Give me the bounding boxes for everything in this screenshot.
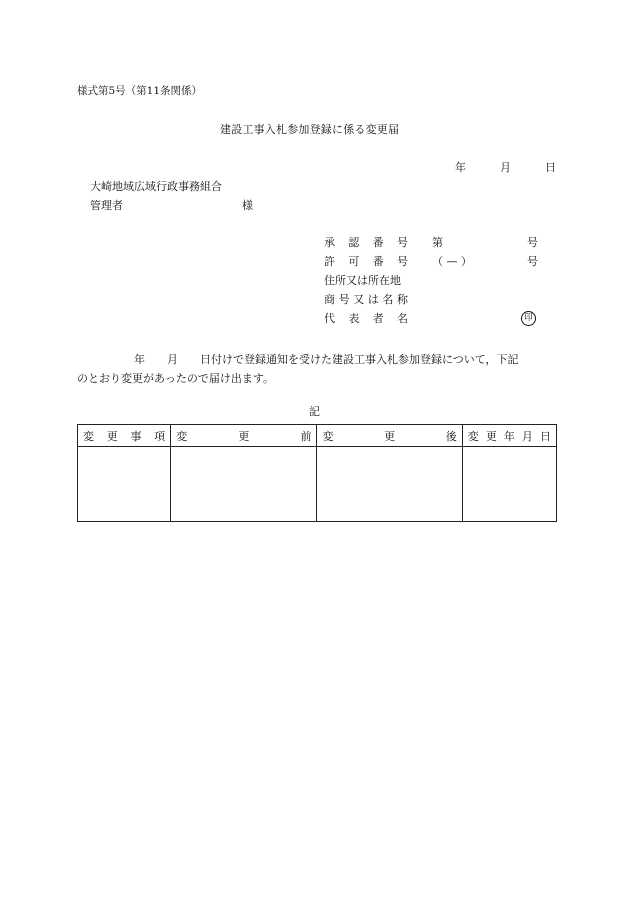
addressee-organization: 大崎地域広域行政事務組合 (90, 180, 222, 193)
body-month: 月 (167, 353, 178, 366)
body-text-line2: のとおり変更があったので届け出ます。 (77, 372, 275, 385)
header-before-change: 変 更 前 (171, 425, 317, 447)
header-change-item: 変 更 事 項 (78, 425, 171, 447)
cell-change-date[interactable] (462, 447, 556, 522)
representative-row (324, 313, 540, 332)
changes-table (77, 424, 557, 522)
date-month: 月 (500, 161, 511, 174)
permit-number-suffix: 号 (527, 255, 538, 268)
body-year: 年 (134, 353, 145, 366)
form-number: 様式第5号（第11条関係） (77, 85, 203, 97)
addressee-role: 管理者 (90, 199, 123, 212)
cell-after-change[interactable] (317, 447, 462, 522)
permit-number-value: （ — ） (432, 255, 472, 268)
trade-name-row (324, 294, 540, 313)
approval-number-label: 承 認 番 号 (324, 236, 408, 249)
table-row (78, 447, 557, 522)
applicant-info (324, 237, 540, 332)
header-change-date: 変 更 年 月 日 (462, 425, 556, 447)
address-label: 住所又は所在地 (324, 274, 401, 287)
submission-date (455, 162, 556, 173)
representative-label: 代 表 者 名 (324, 312, 408, 325)
approval-number-prefix: 第 (432, 236, 443, 249)
address-row (324, 275, 540, 294)
body-text-line1: 日付けで登録通知を受けた建設工事入札参加登録について，下記 (200, 353, 519, 366)
date-day: 日 (545, 161, 556, 174)
document-title: 建設工事入札参加登録に係る変更届 (220, 123, 400, 136)
permit-number-row (324, 256, 540, 275)
seal-icon: 印 (521, 311, 536, 326)
permit-number-label: 許 可 番 号 (324, 255, 408, 268)
approval-number-row (324, 237, 540, 256)
cell-change-item[interactable] (78, 447, 171, 522)
trade-name-label: 商 号 又 は 名 称 (324, 293, 408, 306)
approval-number-suffix: 号 (527, 236, 538, 249)
addressee-honorific: 様 (242, 199, 253, 212)
ki-heading: 記 (309, 405, 320, 418)
cell-before-change[interactable] (171, 447, 317, 522)
date-year: 年 (455, 161, 466, 174)
header-after-change: 変 更 後 (317, 425, 462, 447)
notification-body (77, 350, 552, 388)
table-header-row (78, 425, 557, 447)
